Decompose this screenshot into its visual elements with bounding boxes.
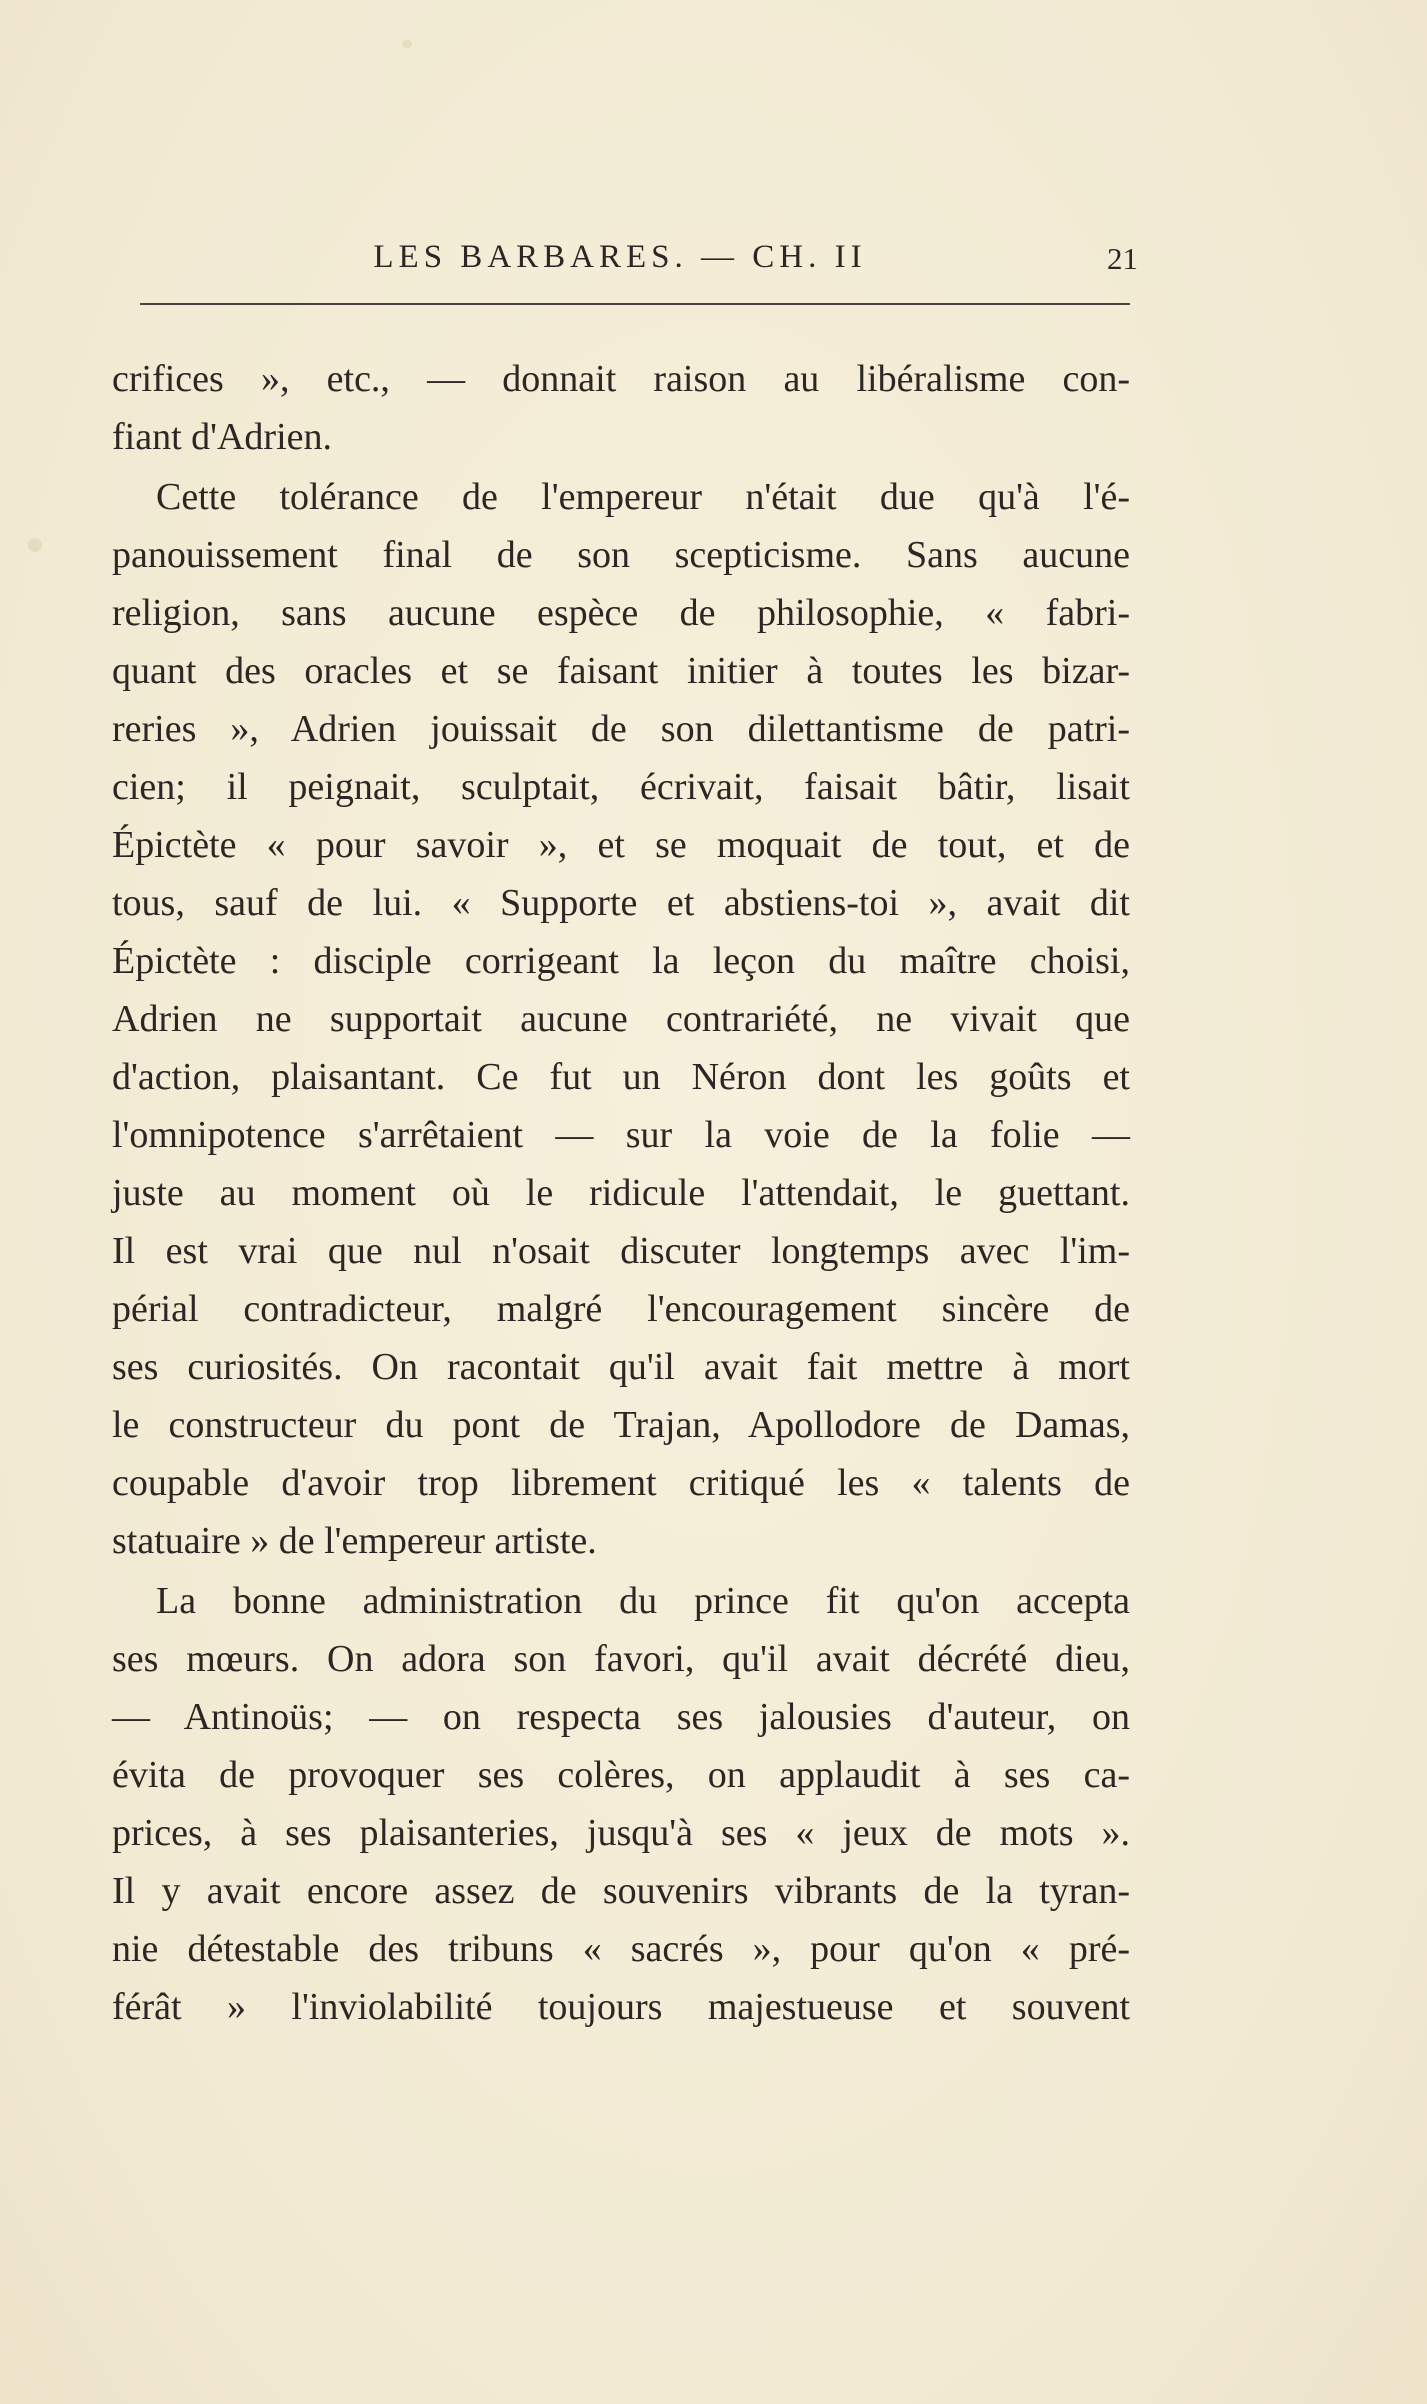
text-line: l'omnipotence s'arrêtaient — sur la voie de la folie — [112, 1114, 1130, 1156]
text-line: reries », Adrien jouissait de son dilettantisme de patri- [112, 708, 1130, 750]
text-line: tous, sauf de lui. « Supporte et abstiens-toi », avait dit [112, 882, 1130, 924]
text-line: fiant d'Adrien. [112, 416, 333, 458]
paragraph-first-line: La bonne administration du prince fit qu'on accepta [156, 1580, 1130, 1622]
text-line: Épictète : disciple corrigeant la leçon du maître choisi, [112, 940, 1130, 982]
body-text [112, 350, 1130, 2036]
text-line: juste au moment où le ridicule l'attendait, le guettant. [112, 1172, 1130, 1214]
text-line: quant des oracles et se faisant initier à toutes les bizar- [112, 650, 1130, 692]
text-line: nie détestable des tribuns « sacrés », pour qu'on « pré- [112, 1928, 1130, 1970]
running-head [110, 232, 1138, 282]
text-line: évita de provoquer ses colères, on applaudit à ses ca- [112, 1754, 1130, 1796]
text-line: crifices », etc., — donnait raison au libéralisme con- [112, 358, 1130, 400]
text-line: le constructeur du pont de Trajan, Apollodore de Damas, [112, 1404, 1130, 1446]
text-line: cien; il peignait, sculptait, écrivait, faisait bâtir, lisait [112, 766, 1130, 808]
text-line: Il est vrai que nul n'osait discuter longtemps avec l'im- [112, 1230, 1130, 1272]
text-line: Il y avait encore assez de souvenirs vibrants de la tyran- [112, 1870, 1130, 1912]
text-line: religion, sans aucune espèce de philosophie, « fabri- [112, 592, 1130, 634]
text-line: panouissement final de son scepticisme. Sans aucune [112, 534, 1130, 576]
text-line: Épictète « pour savoir », et se moquait de tout, et de [112, 824, 1130, 866]
running-title: LES BARBARES. — CH. II [373, 239, 867, 275]
paper-speck [28, 538, 42, 552]
text-line: prices, à ses plaisanteries, jusqu'à ses « jeux de mots ». [112, 1812, 1130, 1854]
paragraph-first-line: Cette tolérance de l'empereur n'était due qu'à l'é- [156, 476, 1130, 518]
text-line: Adrien ne supportait aucune contrariété, ne vivait que [112, 998, 1130, 1040]
text-line: statuaire » de l'empereur artiste. [112, 1520, 597, 1562]
header-rule [140, 303, 1130, 305]
text-line: ses curiosités. On racontait qu'il avait fait mettre à mort [112, 1346, 1130, 1388]
text-line: férât » l'inviolabilité toujours majestueuse et souvent [112, 1986, 1130, 2028]
text-line: — Antinoüs; — on respecta ses jalousies d'auteur, on [112, 1696, 1130, 1738]
paper-speck [402, 40, 412, 48]
text-line: coupable d'avoir trop librement critiqué les « talents de [112, 1462, 1130, 1504]
page-number: 21 [1107, 241, 1138, 276]
text-line: d'action, plaisantant. Ce fut un Néron dont les goûts et [112, 1056, 1130, 1098]
text-line: périal contradicteur, malgré l'encouragement sincère de [112, 1288, 1130, 1330]
text-line: ses mœurs. On adora son favori, qu'il avait décrété dieu, [112, 1638, 1130, 1680]
